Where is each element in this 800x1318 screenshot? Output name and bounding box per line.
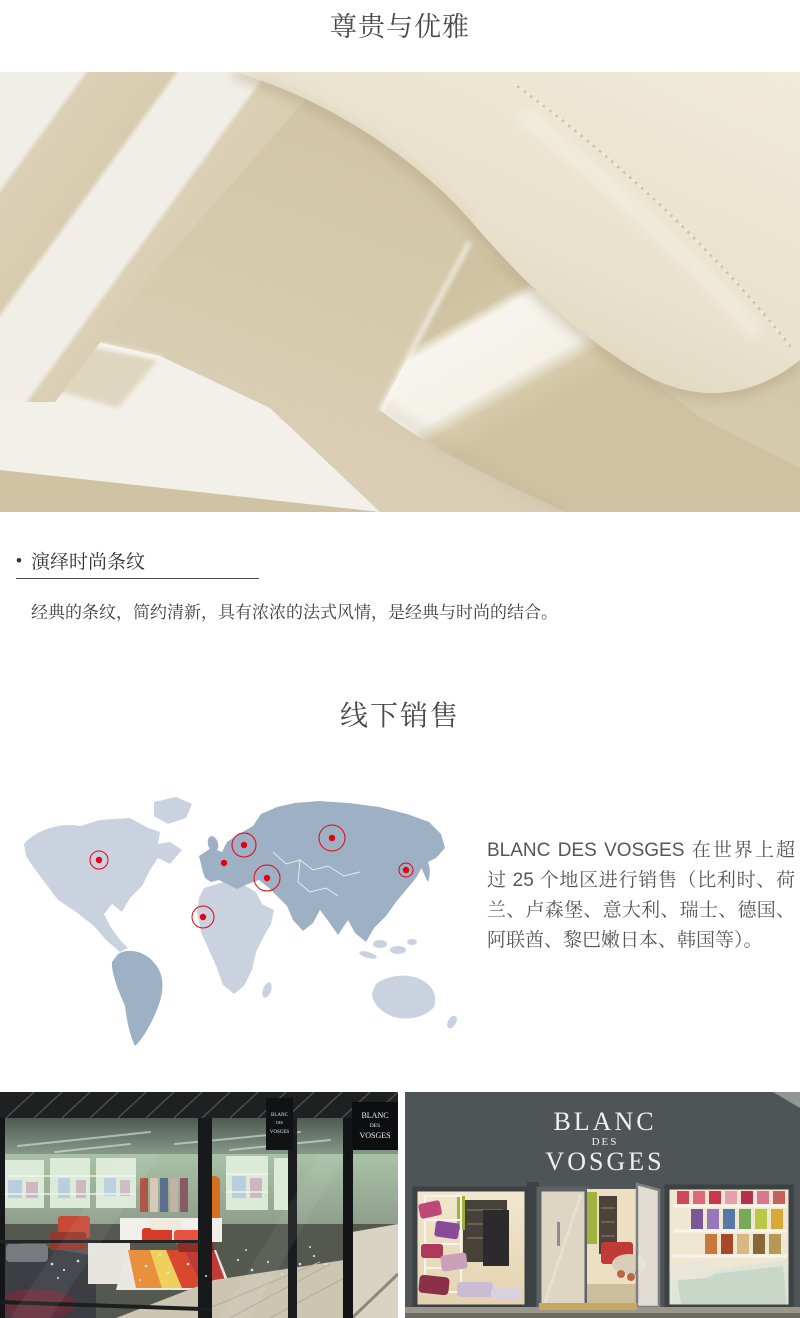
corner-sign-line-2: DES [369,1123,381,1129]
store-interior-photo [0,1092,398,1318]
storefront-photo [405,1092,800,1318]
corner-sign-line-1: BLANC [361,1111,389,1120]
page-title: 尊贵与优雅 [330,12,470,42]
interior-sign-line-3: VOSGES [269,1130,290,1135]
feature-title: 演绎时尚条纹 [30,552,145,573]
offline-sales-description: BLANC DES VOSGES 在世界上超过 25 个地区进行销售（比利时、荷兰、卢森堡、意大利、瑞士、德国、阿联酋、黎巴嫩日本、韩国等）。 [487,840,795,951]
storefront-sign-line-2: DES [591,1136,619,1148]
interior-sign-line-2: DES [276,1121,283,1125]
world-map [8,792,468,1052]
offline-sales-heading: 线下销售 [339,700,460,731]
map-marker-northern-europe [241,842,247,848]
map-marker-russia [329,835,335,841]
feature-underline [16,578,259,579]
bullet-icon: • [16,551,22,570]
storefront-sign-line-3: VOSGES [545,1147,665,1176]
map-marker-west-africa [200,914,206,920]
storefront-sign-line-1: BLANC [553,1107,657,1136]
map-marker-japan [403,867,409,873]
map-marker-north-america [96,857,102,863]
feature-heading [16,547,145,574]
map-marker-central-europe [221,860,227,866]
corner-sign-line-3: VOSGES [359,1131,391,1140]
hero-fabric-image [0,72,800,512]
feature-description: 经典的条纹，简约清新，具有浓浓的法式风情，是经典与时尚的结合。 [31,603,558,622]
map-marker-middle-east [264,875,270,881]
interior-sign-line-1: BLANC [271,1113,288,1118]
